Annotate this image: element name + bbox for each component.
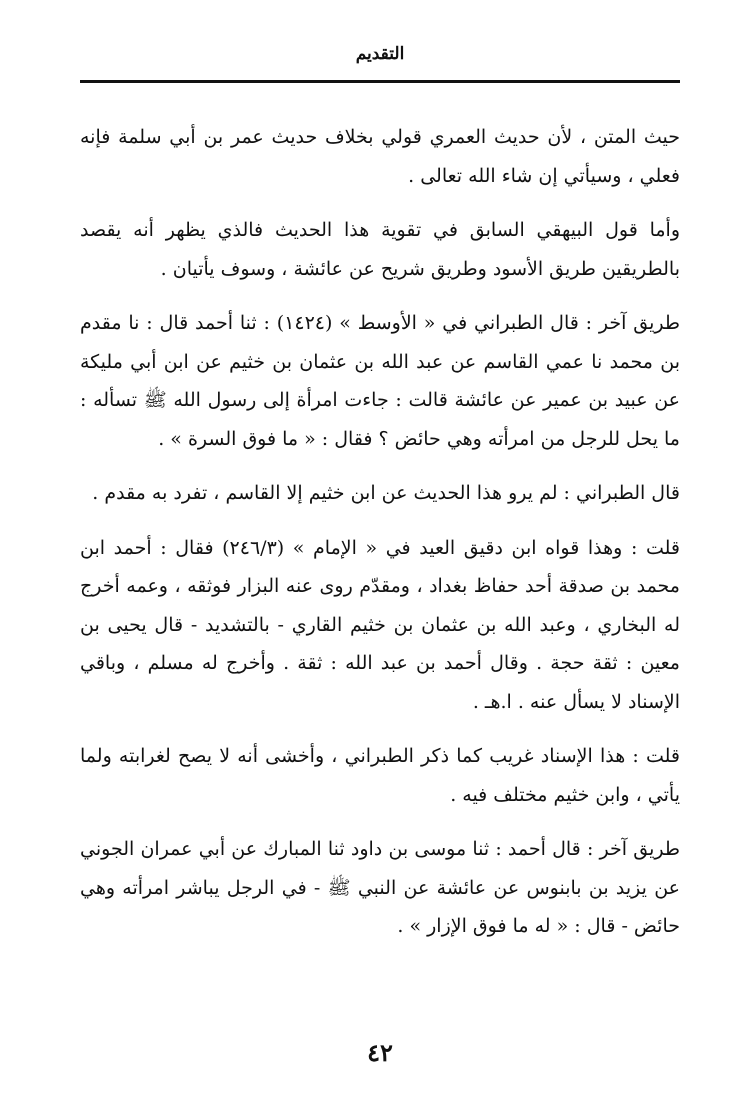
page-number: ٤٢: [367, 1038, 393, 1067]
paragraph-5: قلت : وهذا قواه ابن دقيق العيد في « الإمام » (٢٤٦/٣) فقال : أحمد ابن محمد بن صدقة أحد حفاظ بغداد ، ومقدّم روى عنه البزار فوثقه ، وعمه أخرج له البخاري ، وعبد الله بن عثمان بن خثيم القاري - بالتشديد - قال يحيى بن معين : ثقة حجة . وقال أحمد بن عبد الله : ثقة . وأخرج له مسلم ، وباقي الإسناد لا يسأل عنه . ا.هـ .: [80, 536, 680, 713]
book-page: [80, 0, 680, 1110]
paragraph-4: قال الطبراني : لم يرو هذا الحديث عن ابن خثيم إلا القاسم ، تفرد به مقدم .: [92, 482, 680, 504]
paragraph-3: طريق آخر : قال الطبراني في « الأوسط » (١٤٢٤) : ثنا أحمد قال : نا مقدم بن محمد نا عمي القاسم عن عبد الله بن عثمان بن خثيم عن ابن أبي مليكة عن عبيد بن عمير عن عائشة قالت : جاءت امرأة إلى رسول الله ﷺ تسأله : ما يحل للرجل من امرأته وهي حائض ؟ فقال : « ما فوق السرة » .: [80, 312, 680, 450]
header-divider: [80, 80, 680, 83]
paragraph-6: قلت : هذا الإسناد غريب كما ذكر الطبراني ، وأخشى أنه لا يصح لغرابته ولما يأتي ، وابن خثيم مختلف فيه .: [80, 745, 680, 806]
running-header-title: التقديم: [355, 44, 405, 64]
paragraph-2: وأما قول البيهقي السابق في تقوية هذا الحديث فالذي يظهر أنه يقصد بالطريقين طريق الأسود وطريق شريح عن عائشة ، وسوف يأتيان .: [80, 219, 680, 280]
paragraph-1: حيث المتن ، لأن حديث العمري قولي بخلاف حديث عمر بن أبي سلمة فإنه فعلي ، وسيأتي إن شاء الله تعالى .: [80, 126, 680, 187]
paragraph-7: طريق آخر : قال أحمد : ثنا موسى بن داود ثنا المبارك عن أبي عمران الجوني عن يزيد بن بابنوس عن عائشة عن النبي ﷺ - في الرجل يباشر امرأته وهي حائض - قال : « له ما فوق الإزار » .: [80, 838, 680, 937]
page-body: [80, 118, 680, 962]
